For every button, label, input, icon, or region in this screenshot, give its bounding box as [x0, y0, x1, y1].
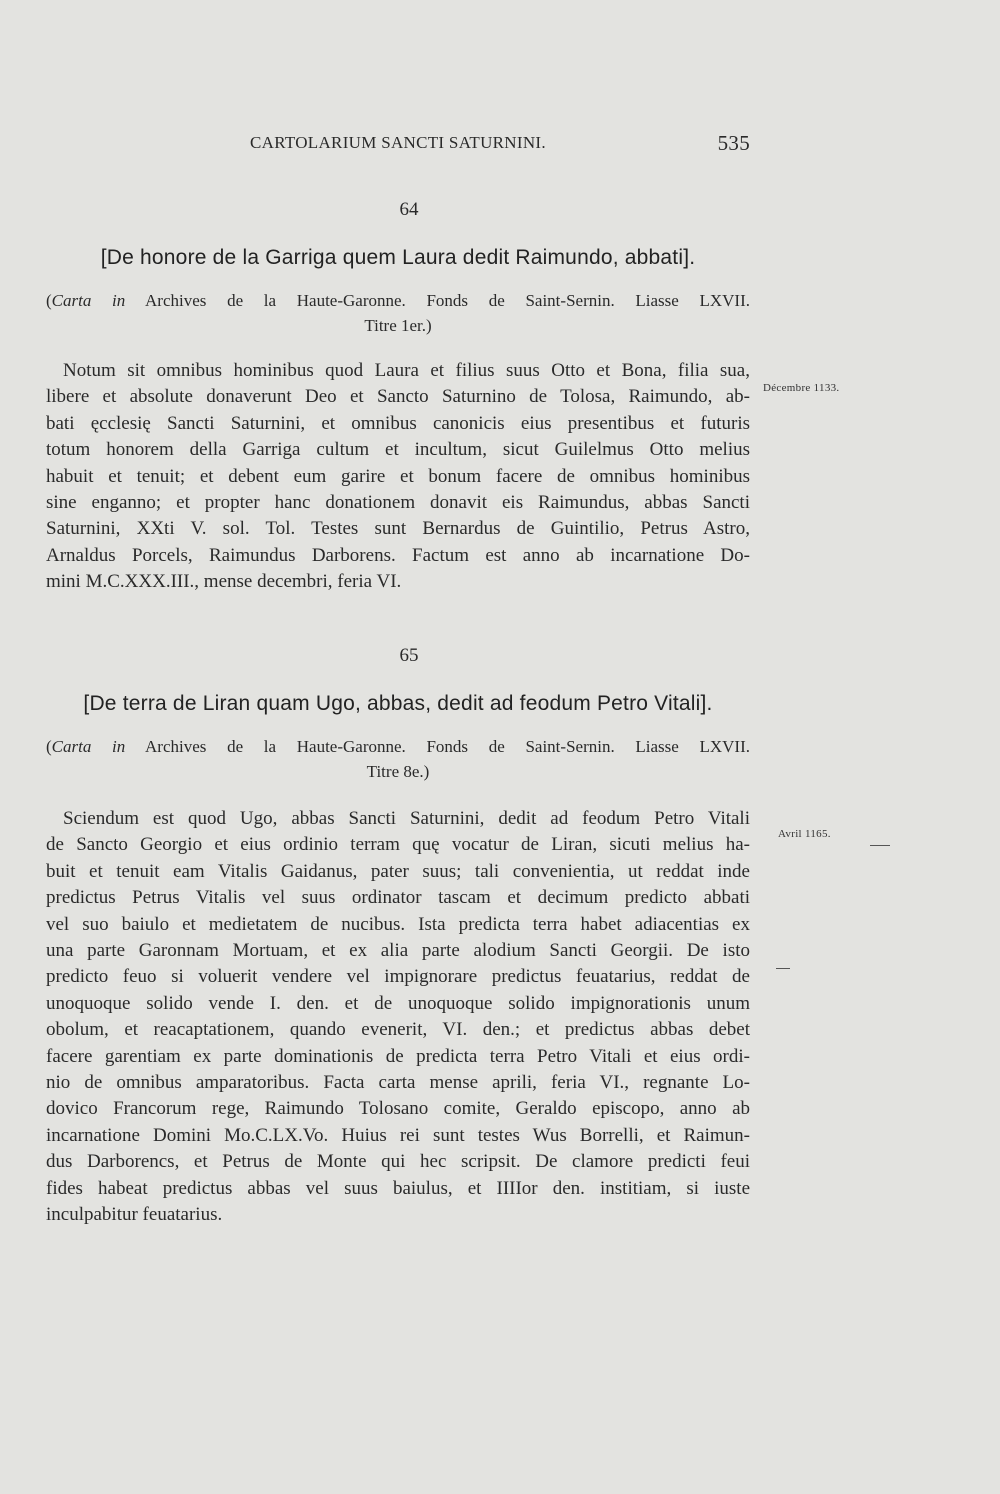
- body-line: fides habeat predictus abbas vel suus baiulus, et IIIIor den. institiam, si iuste: [46, 1177, 750, 1199]
- charter-title: [De honore de la Garriga quem Laura dedit Raimundo, abbati].: [100, 246, 696, 269]
- body-line: habuit et tenuit; et debent eum garire et bonum facere de omnibus hominibus: [46, 465, 750, 487]
- body-line: libere et absolute donaverunt Deo et Sancto Saturnino de Tolosa, Raimundo, ab-: [46, 386, 750, 408]
- charter-65: [46, 645, 750, 1229]
- charter-number: 65: [399, 645, 419, 666]
- source-text: Archives de la Haute-Garonne. Fonds de Saint-Sernin. Liasse LXVII.: [145, 291, 751, 310]
- body-line: inculpabitur feuatarius.: [46, 1204, 223, 1226]
- source-italic-carta: Carta: [51, 737, 92, 756]
- charter-number: 64: [399, 199, 419, 220]
- charter-title: [De terra de Liran quam Ugo, abbas, dedit ad feodum Petro Vitali].: [83, 692, 713, 715]
- charter-source-line2: Titre 1er.): [364, 316, 432, 335]
- charter-source: (Carta in Archives de la Haute-Garonne. Fonds de Saint-Sernin. Liasse LXVII.: [46, 291, 751, 310]
- body-line: Saturnini, XXti V. sol. Tol. Testes sunt Bernardus de Guintilio, Petrus Astro,: [46, 518, 750, 540]
- charter-64: [46, 199, 750, 596]
- margin-date: Avril 1165.: [778, 828, 831, 840]
- margin-mark: [870, 845, 890, 846]
- source-italic-carta: Carta: [51, 291, 92, 310]
- body-line: mini M.C.XXX.III., mense decembri, feria VI.: [46, 571, 402, 593]
- body-line: Arnaldus Porcels, Raimundus Darborens. Factum est anno ab incarnatione Do-: [46, 544, 750, 566]
- body-line: incarnatione Domini Mo.C.LX.Vo. Huius rei sunt testes Wus Borrelli, et Raimun-: [46, 1124, 750, 1146]
- body-line: obolum, et reacaptationem, quando evenerit, VI. den.; et predictus abbas debet: [46, 1019, 750, 1041]
- body-line: nio de omnibus amparatoribus. Facta carta mense aprili, feria VI., regnante Lo-: [46, 1072, 750, 1094]
- charter-source: (Carta in Archives de la Haute-Garonne. Fonds de Saint-Sernin. Liasse LXVII.: [46, 737, 751, 756]
- body-line: predicto feuo si voluerit vendere vel impignorare predictus feuatarius, reddat de: [46, 966, 750, 988]
- source-italic-in: in: [112, 291, 126, 310]
- body-line: Sciendum est quod Ugo, abbas Sancti Saturnini, dedit ad feodum Petro Vitali: [63, 808, 750, 829]
- body-line: predictus Petrus Vitalis vel suus ordinator tascam et decimum predicto abbati: [46, 887, 750, 909]
- body-line: buit et tenuit eam Vitalis Gaidanus, pater suus; tali convenientia, ut reddat inde: [46, 860, 750, 882]
- body-line: una parte Garonnam Mortuam, et ex alia parte alodium Sancti Georgii. De isto: [46, 940, 750, 962]
- charter-body: [46, 358, 750, 596]
- body-line: dus Darborencs, et Petrus de Monte qui hec scripsit. De clamore predicti feui: [46, 1151, 750, 1173]
- body-line: vel suo baiulo et medietatem de nucibus. Ista predicta terra habet adiacentias ex: [46, 913, 750, 935]
- body-line: unoquoque solido vende I. den. et de unoquoque solido impignorationis unum: [46, 992, 750, 1014]
- page-number: 535: [717, 131, 750, 155]
- body-line: totum honorem della Garriga cultum et incultum, sicut Guilelmus Otto melius: [46, 439, 750, 461]
- charter-body: [46, 806, 750, 1229]
- charter-source-line2: Titre 8e.): [366, 762, 430, 781]
- body-line: dovico Francorum rege, Raimundo Tolosano comite, Geraldo episcopo, anno ab: [46, 1098, 750, 1120]
- margin-mark: [776, 968, 790, 969]
- body-line: sine enganno; et propter hanc donationem donavit eis Raimundus, abbas Sancti: [46, 492, 750, 514]
- running-title: CARTOLARIUM SANCTI SATURNINI.: [250, 133, 546, 152]
- source-text: Archives de la Haute-Garonne. Fonds de Saint-Sernin. Liasse LXVII.: [145, 737, 751, 756]
- body-line: Notum sit omnibus hominibus quod Laura et filius suus Otto et Bona, filia sua,: [63, 360, 750, 381]
- margin-date: Décembre 1133.: [763, 382, 840, 394]
- body-line: de Sancto Georgio et eius ordinio terram quę vocatur de Liran, sicuti melius ha-: [46, 834, 750, 856]
- body-line: facere garentiam ex parte dominationis de predicta terra Petro Vitali et eius ordi-: [46, 1045, 750, 1067]
- body-line: bati ęcclesię Sancti Saturnini, et omnibus canonicis eius presentibus et futuris: [46, 412, 750, 434]
- source-italic-in: in: [112, 737, 126, 756]
